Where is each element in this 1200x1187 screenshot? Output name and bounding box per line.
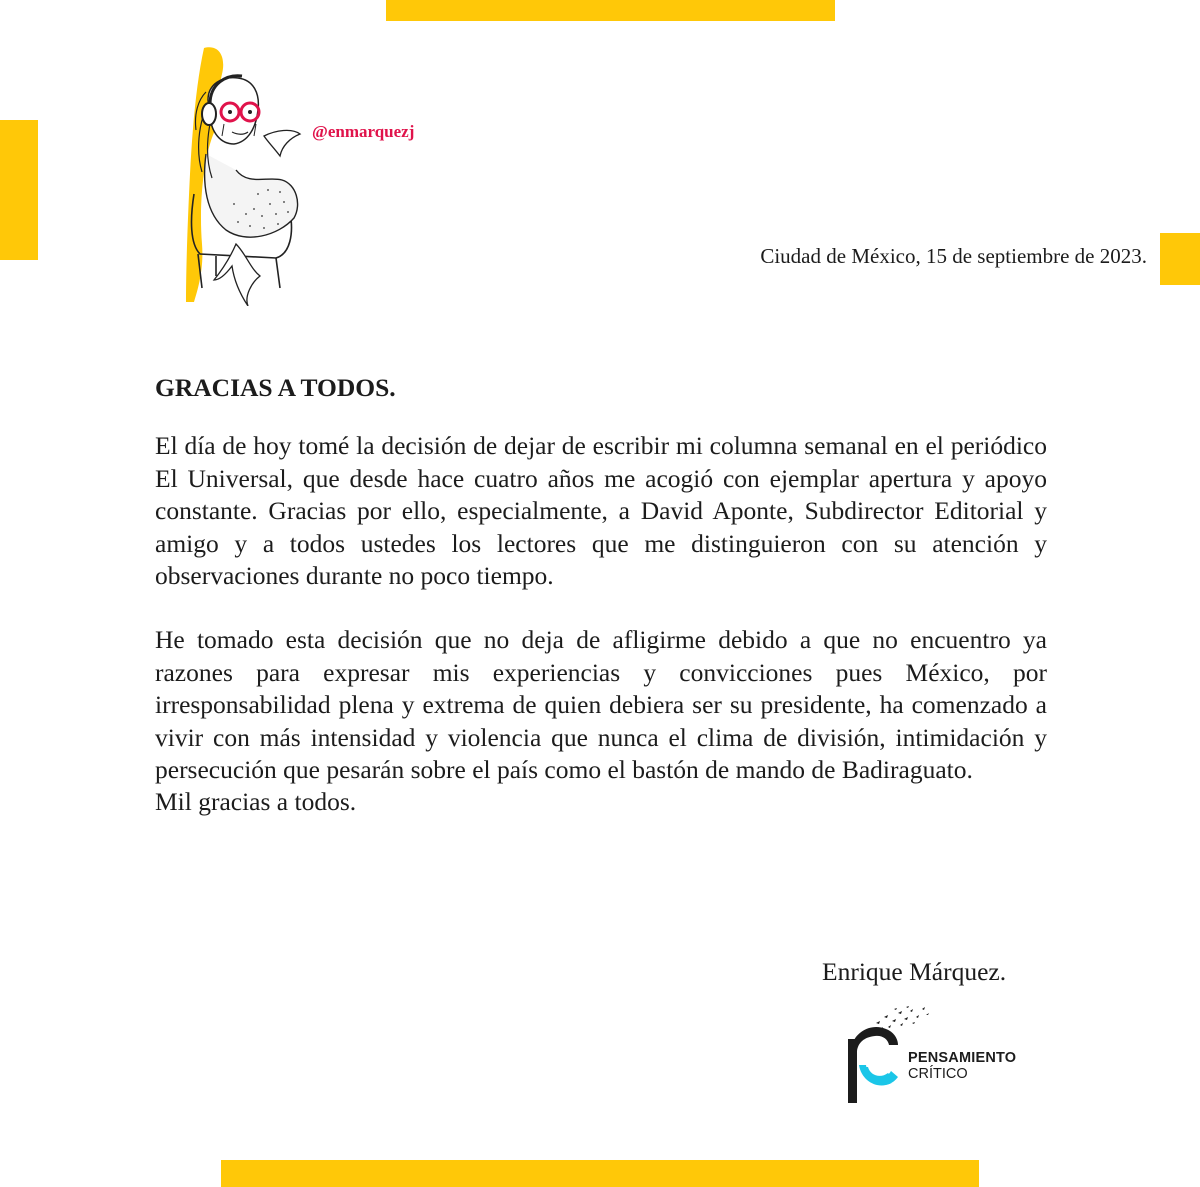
letter-paragraph: El día de hoy tomé la decisión de dejar de escribir mi columna semanal en el periódico El Universal, que desde hace cuatro años me acogió con ejemplar apertura y apoyo constante. Gracias por ello, especialmente, a David Aponte, Subdirector Editorial y amigo y a todos ustedes los lectores que me distinguieron con su atención y observaciones durante no poco tiempo. (155, 431, 1047, 591)
letter-closing: Mil gracias a todos. (155, 787, 357, 817)
bottom-accent-bar (221, 1160, 979, 1187)
dateline: Ciudad de México, 15 de septiembre de 2023. (760, 244, 1147, 268)
pensamiento-critico-logo (842, 1005, 1022, 1107)
social-handle: @enmarquezj (312, 122, 415, 141)
logo-text-critico: CRÍTICO (908, 1066, 968, 1082)
signature: Enrique Márquez. (822, 957, 1007, 986)
top-accent-bar (386, 0, 835, 21)
right-accent-bar (1160, 233, 1200, 285)
caricature-portrait-icon (176, 44, 306, 306)
left-accent-bar (0, 120, 38, 260)
letter-paragraph: He tomado esta decisión que no deja de afligirme debido a que no encuentro ya razones para expresar mis experiencias y convicciones pues México, por irresponsabilidad plena y extrema de quien debiera ser su presidente, ha comenzado a vivir con más intensidad y violencia que nunca el clima de división, intimidación y persecución que pesarán sobre el país como el bastón de mando de Badiraguato. (155, 625, 1047, 785)
letter-greeting: GRACIAS A TODOS. (155, 373, 396, 402)
letter-body (155, 372, 1047, 819)
logo-text-pensamiento: PENSAMIENTO (908, 1050, 1017, 1066)
